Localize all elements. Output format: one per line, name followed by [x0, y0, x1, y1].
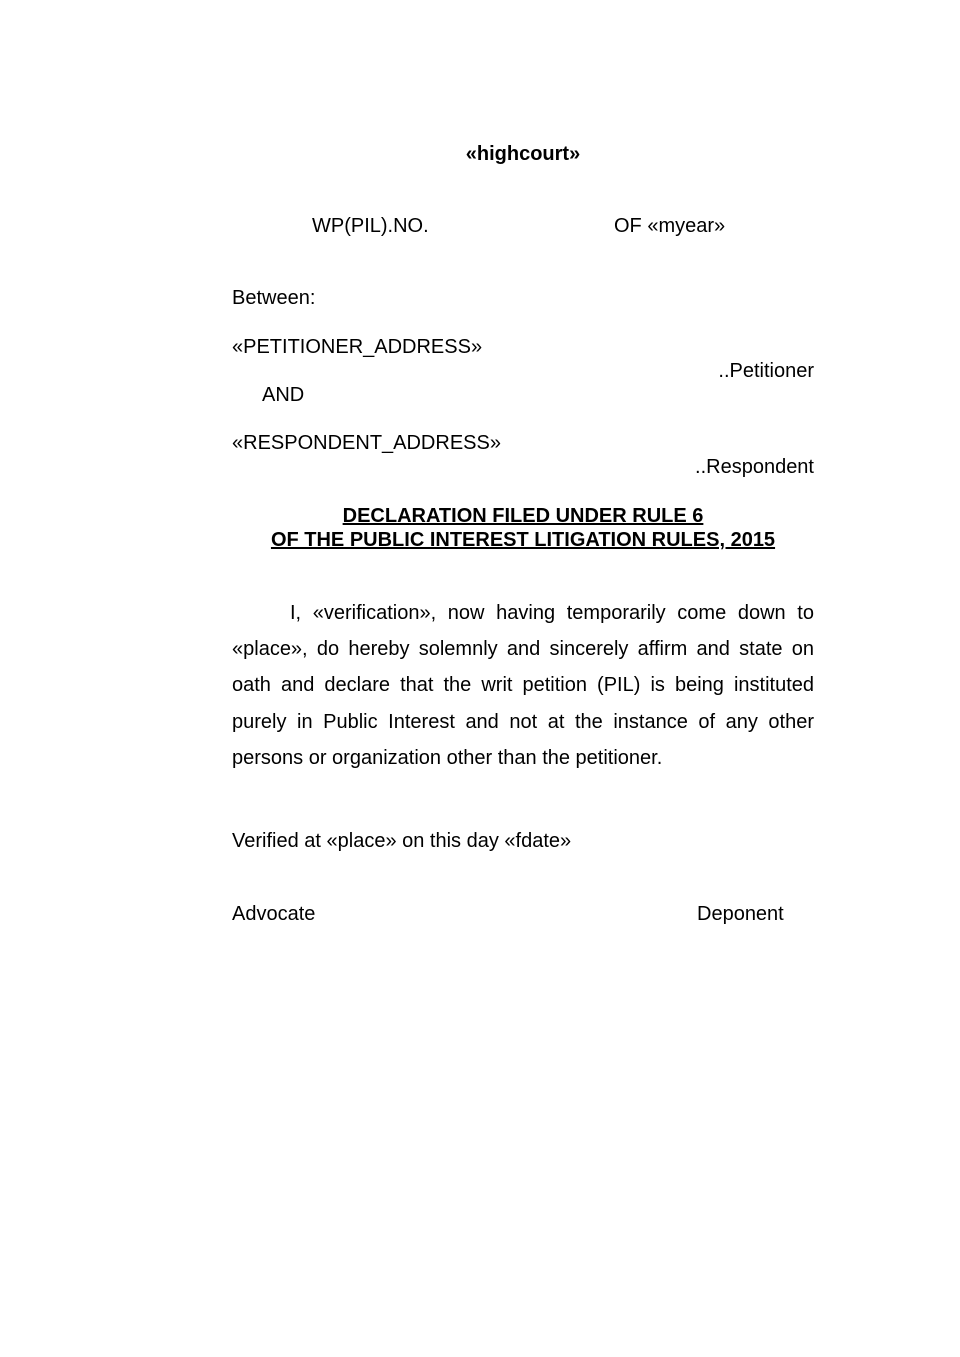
declaration-heading-line-2: OF THE PUBLIC INTEREST LITIGATION RULES, 2015 — [270, 529, 776, 551]
respondent-role: ..Respondent — [695, 456, 814, 478]
advocate-signature-label: Advocate — [232, 903, 316, 925]
case-year-label: OF «myear» — [614, 215, 726, 237]
deponent-signature-label: Deponent — [697, 903, 784, 925]
declaration-heading — [232, 504, 814, 552]
and-label: AND — [262, 384, 305, 406]
between-label: Between: — [232, 287, 316, 309]
case-number-label: WP(PIL).NO. — [312, 215, 429, 237]
petitioner-role: ..Petitioner — [718, 360, 814, 382]
verification-line: Verified at «place» on this day «fdate» — [232, 830, 572, 852]
petitioner-address: «PETITIONER_ADDRESS» — [232, 336, 483, 358]
respondent-address: «RESPONDENT_ADDRESS» — [232, 432, 501, 454]
declaration-heading-line-1: DECLARATION FILED UNDER RULE 6 — [342, 505, 704, 527]
court-title: «highcourt» — [465, 143, 581, 165]
declaration-paragraph: I, «verification», now having temporarily come down to «place», do hereby solemnly and sincerely affirm and state on oath and declare that the writ petition (PIL) is being instituted purely in Public Interest and not at the instance of any other persons or organization other than the petitioner. — [232, 602, 814, 769]
